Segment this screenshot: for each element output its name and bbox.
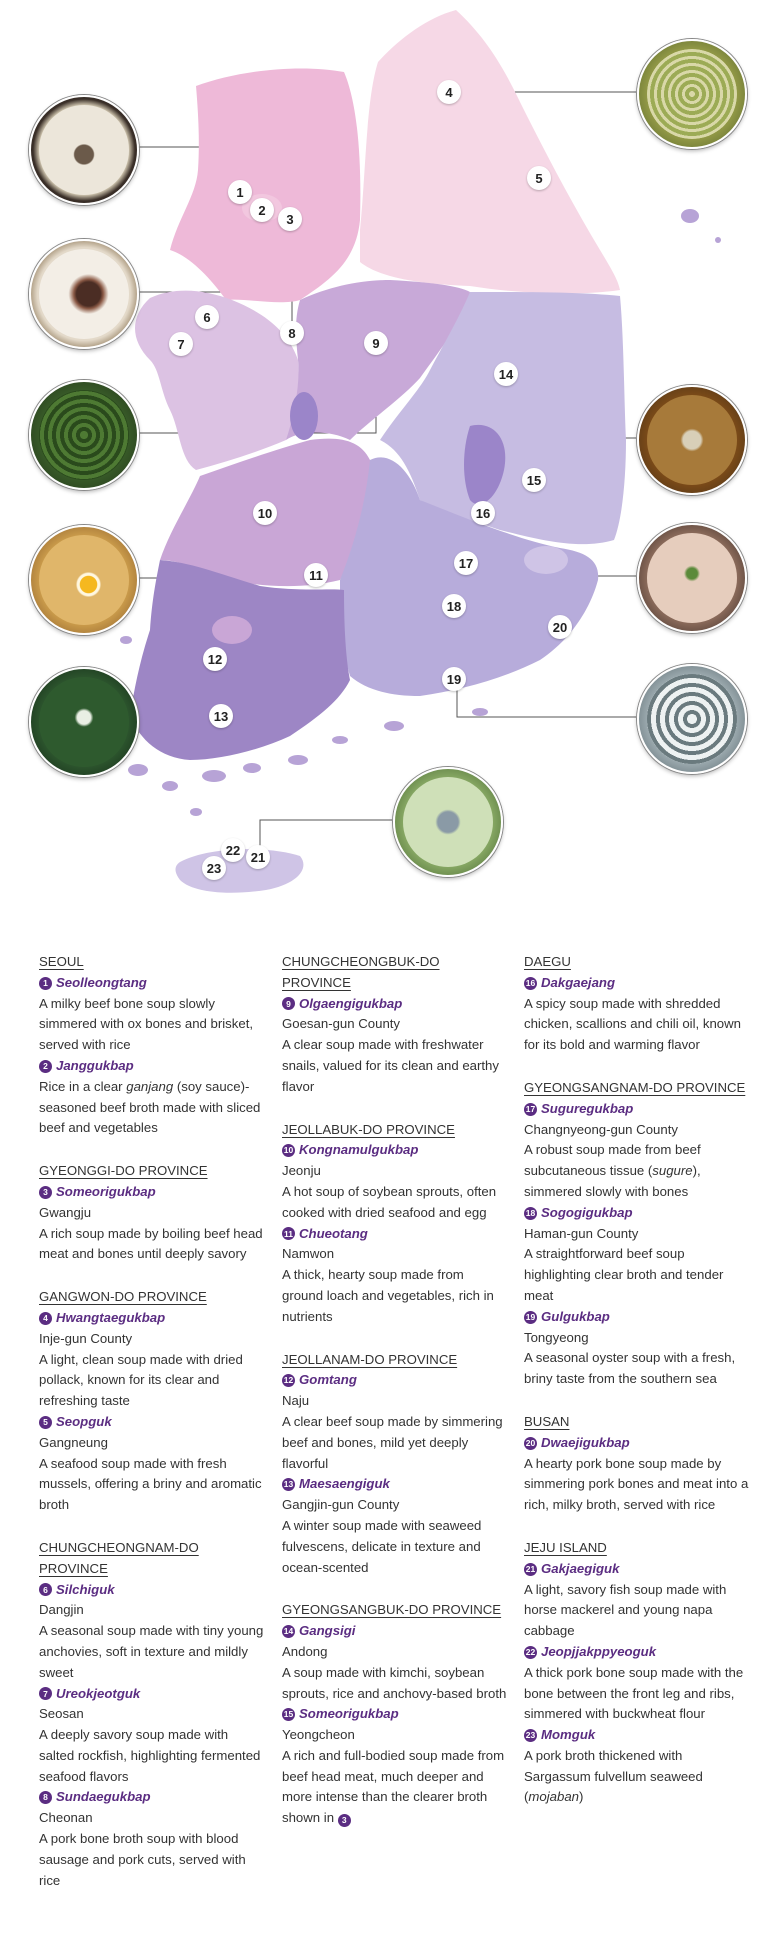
number-badge: 17 [525, 1103, 536, 1114]
dish-name[interactable] [524, 1642, 749, 1663]
dish-place: Yeongcheon [282, 1727, 355, 1743]
seaweed-soup-photo [29, 667, 139, 777]
dish-name-text: Someorigukbap [56, 1183, 156, 1199]
region-heading: JEJU ISLAND [524, 1539, 607, 1555]
number-badge: 21 [525, 1563, 536, 1574]
region-gangwon [360, 10, 620, 293]
snail-soup-photo [29, 380, 139, 490]
marker-8[interactable]: 8 [280, 321, 304, 345]
dish-description: A clear soup made with freshwater snails, valued for its clean and earthy flavor [282, 1037, 499, 1094]
desc-emphasis: sugure [652, 1163, 693, 1179]
dish-name[interactable] [524, 973, 749, 994]
dish-place: Inje-gun County [39, 1330, 133, 1346]
number-badge: 4 [39, 1312, 52, 1325]
marker-17[interactable]: 17 [454, 551, 478, 575]
dish-name[interactable] [282, 994, 507, 1015]
dish-description: A soup made with kimchi, soybean sprouts, rice and anchovy-based broth [282, 1664, 507, 1701]
number-badge: 11 [284, 1228, 293, 1239]
number-badge: 22 [525, 1646, 536, 1657]
dish-description: A straightforward beef soup highlighting clear broth and tender meat [524, 1246, 724, 1303]
dish-name-text: Sundaegukbap [56, 1789, 151, 1805]
dish-place: Andong [282, 1643, 328, 1659]
fish-soup-photo [393, 767, 503, 877]
region-heading: CHUNGCHEONGBUK-DO PROVINCE [282, 954, 440, 990]
dish-name[interactable] [282, 1474, 507, 1495]
section-chungbuk [282, 952, 507, 1098]
marker-9[interactable]: 9 [364, 331, 388, 355]
dish-description: A seasonal oyster soup with a fresh, briny taste from the southern sea [524, 1350, 736, 1387]
region-heading: GYEONGGI-DO PROVINCE [39, 1163, 208, 1179]
dish-name-text: Gangsigi [299, 1623, 356, 1639]
region-heading: SEOUL [39, 954, 84, 969]
desc-emphasis: ganjang [126, 1078, 174, 1094]
dish-description: A milky beef bone soup slowly simmered with ox bones and brisket, served with rice [39, 995, 254, 1053]
region-heading: GANGWON-DO PROVINCE [39, 1289, 207, 1305]
section-jeju [524, 1538, 749, 1808]
legend-column-3 [524, 952, 749, 1830]
dish-description: A clear beef soup made by simmering beef and bones, mild yet deeply flavorful [282, 1413, 503, 1471]
number-badge: 12 [283, 1375, 294, 1386]
korea-map [0, 0, 768, 900]
marker-6[interactable]: 6 [195, 305, 219, 329]
dish-description: A spicy soup made with shredded chicken, scallions and chili oil, known for its bold and warming flavor [524, 995, 741, 1053]
dish-description [524, 1746, 749, 1808]
dish-name[interactable] [282, 1140, 507, 1161]
section-busan [524, 1412, 749, 1516]
number-badge: 10 [283, 1145, 294, 1156]
region-jeonnam [130, 560, 350, 760]
desc-part: A robust soup made from beef subcutaneous tissue ( [524, 1142, 701, 1179]
beef-gukbap-photo [637, 385, 747, 495]
section-gyeonggi [39, 1161, 264, 1265]
marker-20[interactable]: 20 [548, 615, 572, 639]
dish-place: Jeonju [282, 1163, 321, 1179]
oyster-soup-photo [637, 664, 747, 774]
number-badge: 23 [525, 1730, 536, 1741]
desc-part: A rich and full-bodied soup made from beef head meat, much deeper and more intense than the clearer broth shown in [282, 1747, 505, 1826]
dish-place: Gwangju [39, 1204, 92, 1220]
dish-place: Tongyeong [524, 1329, 589, 1345]
bean-sprout-soup-photo [29, 525, 139, 635]
legend-column-1 [39, 952, 264, 1913]
dish-description: A thick, hearty soup made from ground loach and vegetables, rich in nutrients [282, 1267, 494, 1324]
dish-description: A hearty pork bone soup made by simmering pork bones and meat into a rich, milky broth, served with rice [524, 1455, 749, 1513]
dish-name[interactable] [39, 1056, 264, 1077]
marker-15[interactable]: 15 [522, 468, 546, 492]
number-badge: 1 [39, 977, 52, 990]
marker-16[interactable]: 16 [471, 501, 495, 525]
dish-place: Haman-gun County [524, 1225, 639, 1241]
marker-10[interactable]: 10 [253, 501, 277, 525]
dish-name-text: Olgaengigukbap [299, 995, 403, 1011]
section-gangwon [39, 1287, 264, 1516]
dish-description: A winter soup made with seaweed fulvescens, delicate in texture and ocean-scented [282, 1517, 482, 1575]
region-heading: GYEONGSANGBUK-DO PROVINCE [282, 1602, 502, 1618]
dish-name[interactable] [282, 1370, 507, 1391]
marker-11[interactable]: 11 [304, 563, 328, 587]
number-badge: 16 [525, 977, 536, 988]
dish-place: Gangneung [39, 1434, 108, 1450]
number-badge: 8 [39, 1791, 52, 1804]
dish-description: A seafood soup made with fresh mussels, offering a briny and aromatic broth [39, 1455, 262, 1513]
section-chungnam [39, 1538, 264, 1892]
region-gyeonggi [170, 68, 360, 302]
number-badge: 9 [282, 997, 295, 1010]
dish-place: Goesan-gun County [282, 1016, 401, 1032]
dish-description [282, 1746, 507, 1829]
dish-name-text: Chueotang [299, 1225, 368, 1241]
dish-place: Cheonan [39, 1810, 93, 1826]
marker-7[interactable]: 7 [169, 332, 193, 356]
region-heading: BUSAN [524, 1413, 570, 1429]
desc-emphasis: mojaban [528, 1789, 579, 1805]
dish-name-text: Sogogigukbap [541, 1204, 633, 1220]
dish-description [524, 1140, 749, 1202]
number-badge: 7 [39, 1687, 52, 1700]
marker-13[interactable]: 13 [209, 704, 233, 728]
marker-1[interactable]: 1 [228, 180, 252, 204]
dish-name[interactable] [39, 1412, 264, 1433]
dish-description [39, 1077, 264, 1139]
dish-name-text: Maesaengiguk [299, 1476, 390, 1492]
dish-description: A light, clean soup made with dried pollack, known for its clear and refreshing taste [39, 1351, 243, 1409]
dish-name[interactable] [39, 1787, 264, 1808]
dish-description: A seasonal soup made with tiny young anchovies, soft in texture and mildly sweet [39, 1623, 264, 1680]
desc-part: A pork broth thickened with Sargassum fulvellum seaweed ( [524, 1747, 703, 1805]
number-badge: 15 [283, 1709, 294, 1720]
number-badge: 2 [39, 1060, 52, 1073]
dish-name-text: Ureokjeotguk [56, 1685, 141, 1701]
beef-bone-soup-photo [29, 95, 139, 205]
dish-name-text: Gakjaegiguk [541, 1560, 620, 1576]
number-badge: 13 [283, 1479, 294, 1490]
number-badge: 20 [525, 1437, 536, 1448]
legend-column-2 [282, 952, 507, 1851]
marker-3[interactable]: 3 [278, 207, 302, 231]
pollack-soup-photo [637, 39, 747, 149]
dish-name[interactable] [524, 1725, 749, 1746]
desc-part: ), simmered slowly with bones [524, 1163, 701, 1199]
dish-name-text: Suguregukbap [541, 1100, 634, 1116]
number-badge: 18 [525, 1207, 536, 1218]
dish-place: Dangjin [39, 1602, 84, 1618]
dish-name[interactable] [524, 1433, 749, 1454]
dish-name[interactable] [39, 1684, 264, 1705]
region-heading: GYEONGSANGNAM-DO PROVINCE [524, 1079, 746, 1095]
dish-name[interactable] [39, 1580, 264, 1601]
dish-name[interactable] [524, 1203, 749, 1224]
section-jeonnam [282, 1350, 507, 1579]
dish-name-text: Gomtang [299, 1372, 357, 1388]
region-heading: JEOLLANAM-DO PROVINCE [282, 1351, 458, 1367]
number-badge: 6 [39, 1583, 52, 1596]
region-heading: JEOLLABUK-DO PROVINCE [282, 1121, 455, 1137]
dish-description: A rich soup made by boiling beef head meat and bones until deeply savory [39, 1225, 263, 1262]
desc-part: (soy sauce)-seasoned beef broth made with sliced beef and vegetables [39, 1078, 261, 1136]
marker-22[interactable]: 22 [221, 838, 245, 862]
dish-name-text: Dwaejigukbap [541, 1434, 630, 1450]
marker-19[interactable]: 19 [442, 667, 466, 691]
region-heading: CHUNGCHEONGNAM-DO PROVINCE [39, 1539, 199, 1576]
dish-name[interactable] [282, 1224, 507, 1245]
dish-description: A light, savory fish soup made with horse mackerel and young napa cabbage [524, 1581, 727, 1639]
marker-14[interactable]: 14 [494, 362, 518, 386]
number-badge: 3 [39, 1186, 52, 1199]
section-seoul [39, 952, 264, 1139]
dish-name[interactable] [524, 1307, 749, 1328]
dish-place: Namwon [282, 1246, 335, 1262]
number-badge: 5 [39, 1416, 52, 1429]
dish-name[interactable] [524, 1099, 749, 1120]
marker-4[interactable]: 4 [437, 80, 461, 104]
dish-name[interactable] [282, 1621, 507, 1642]
dish-name-text: Jeopjjakppyeoguk [541, 1643, 657, 1659]
dish-name-text: Janggukbap [56, 1057, 134, 1073]
dish-name[interactable] [39, 1182, 264, 1203]
dish-name-text: Gulgukbap [541, 1308, 610, 1324]
section-gyeongbuk [282, 1600, 507, 1829]
dish-name-text: Seolleongtang [56, 974, 147, 990]
marker-21[interactable]: 21 [246, 845, 270, 869]
dish-name[interactable] [39, 973, 264, 994]
reference-badge: 3 [338, 1814, 351, 1827]
dish-place: Changnyeong-gun County [524, 1121, 678, 1137]
dish-name-text: Someorigukbap [299, 1706, 399, 1722]
marker-23[interactable]: 23 [202, 856, 226, 880]
dish-place: Gangjin-gun County [282, 1497, 400, 1513]
section-gyeongnam [524, 1078, 749, 1390]
dish-name-text: Seopguk [56, 1413, 112, 1429]
dish-name-text: Kongnamulgukbap [299, 1142, 419, 1158]
marker-5[interactable]: 5 [527, 166, 551, 190]
dish-place: Naju [282, 1393, 310, 1409]
dish-name-text: Dakgaejang [541, 974, 616, 990]
section-daegu [524, 952, 749, 1056]
dish-name-text: Silchiguk [56, 1581, 115, 1597]
dish-description: A pork bone broth soup with blood sausage and pork cuts, served with rice [39, 1831, 246, 1888]
desc-part: ) [579, 1789, 584, 1805]
dish-name-text: Momguk [541, 1727, 596, 1743]
pork-gukbap-photo [637, 523, 747, 633]
dish-name[interactable] [282, 1704, 507, 1725]
dish-name[interactable] [524, 1559, 749, 1580]
marker-18[interactable]: 18 [442, 594, 466, 618]
dish-description: A thick pork bone soup made with the bone between the front leg and ribs, simmered with buckwheat flour [524, 1664, 744, 1722]
dish-description: A deeply savory soup made with salted rockfish, highlighting fermented seafood flavors [39, 1727, 261, 1784]
dish-name-text: Hwangtaegukbap [56, 1309, 166, 1325]
number-badge: 19 [525, 1311, 536, 1322]
marker-2[interactable]: 2 [250, 198, 274, 222]
dish-description: A hot soup of soybean sprouts, often cooked with dried seafood and egg [282, 1183, 497, 1220]
dish-place: Seosan [39, 1706, 84, 1722]
region-heading: DAEGU [524, 954, 571, 969]
number-badge: 14 [283, 1626, 294, 1637]
marker-12[interactable]: 12 [203, 647, 227, 671]
section-jeonbuk [282, 1120, 507, 1328]
pork-broth-soup-photo [29, 239, 139, 349]
dish-name[interactable] [39, 1308, 264, 1329]
desc-part: Rice in a clear [39, 1078, 127, 1094]
